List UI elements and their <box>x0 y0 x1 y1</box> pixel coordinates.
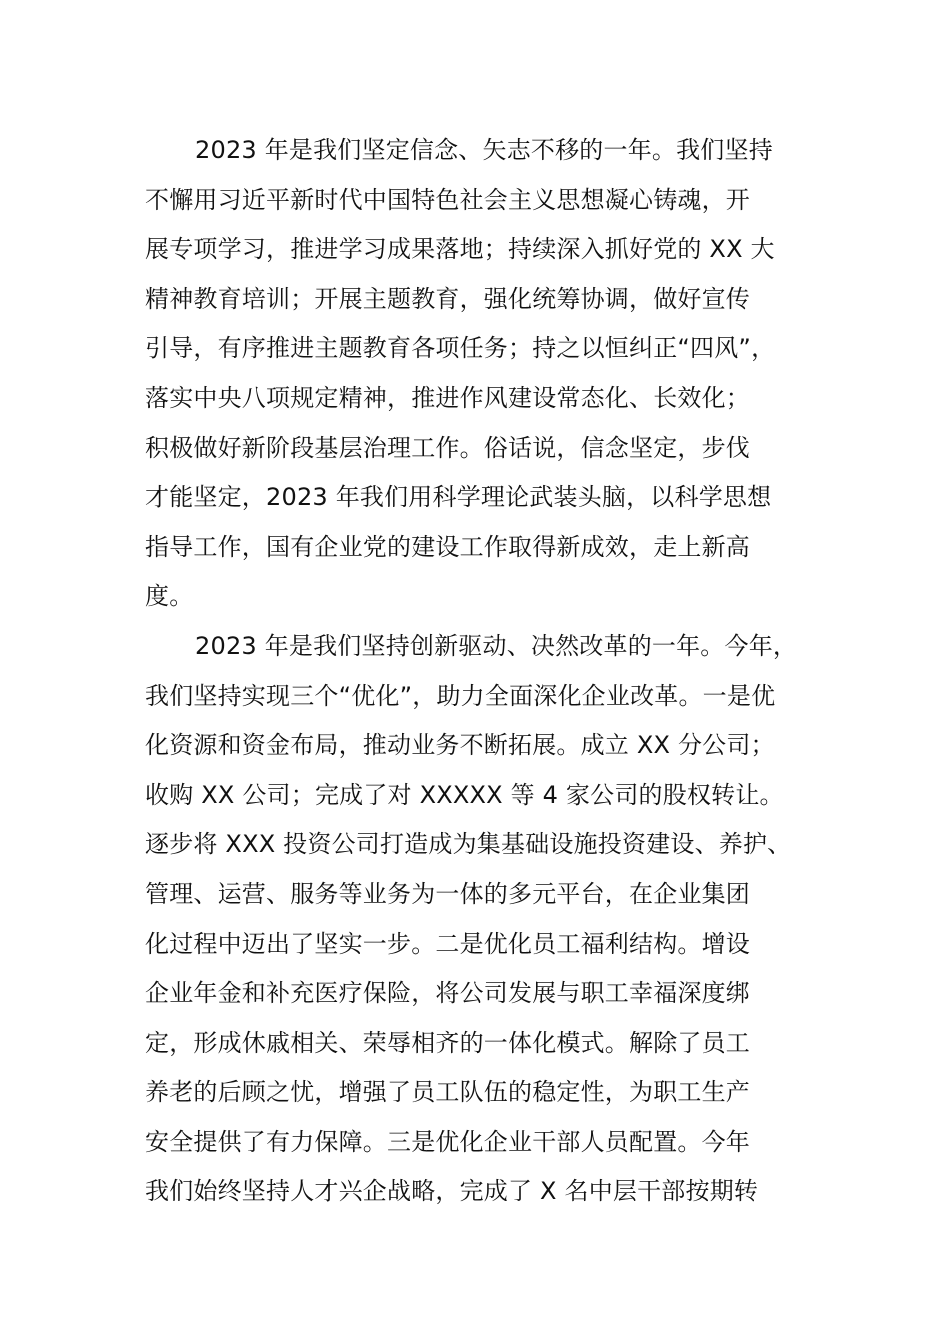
paragraph-line: 化过程中迈出了坚实一步。二是优化员工福利结构。增设 <box>145 929 750 958</box>
paragraph-line: 2023 年是我们坚持创新驱动、决然改革的一年。今年， <box>195 631 798 660</box>
paragraph-1 <box>145 126 810 622</box>
paragraph-line: 养老的后顾之忧，增强了员工队伍的稳定性，为职工生产 <box>145 1078 750 1107</box>
paragraph-line: 收购 XX 公司；完成了对 XXXXX 等 4 家公司的股权转让。 <box>145 780 784 809</box>
paragraph-line: 企业年金和补充医疗保险，将公司发展与职工幸福深度绑 <box>145 979 750 1008</box>
paragraph-line: 度。 <box>145 582 194 611</box>
paragraph-line: 管理、运营、服务等业务为一体的多元平台，在企业集团 <box>145 879 750 908</box>
paragraph-line: 定，形成休戚相关、荣辱相齐的一体化模式。解除了员工 <box>145 1028 750 1057</box>
paragraph-line: 才能坚定，2023 年我们用科学理论武装头脑，以科学思想 <box>145 483 772 512</box>
paragraph-line: 积极做好新阶段基层治理工作。俗话说，信念坚定，步伐 <box>145 433 750 462</box>
paragraph-line: 引导，有序推进主题教育各项任务；持之以恒纠正“四风”， <box>145 334 776 363</box>
paragraph-line: 逐步将 XXX 投资公司打造成为集基础设施投资建设、养护、 <box>145 830 792 859</box>
paragraph-line: 指导工作，国有企业党的建设工作取得新成效，走上新高 <box>145 532 750 561</box>
paragraph-line: 精神教育培训；开展主题教育，强化统筹协调，做好宣传 <box>145 284 750 313</box>
paragraph-line: 安全提供了有力保障。三是优化企业干部人员配置。今年 <box>145 1127 750 1156</box>
paragraph-line: 不懈用习近平新时代中国特色社会主义思想凝心铸魂，开 <box>145 185 750 214</box>
paragraph-line: 我们坚持实现三个“优化”，助力全面深化企业改革。一是优 <box>145 681 776 710</box>
document-body <box>145 126 810 1217</box>
paragraph-line: 展专项学习，推进学习成果落地；持续深入抓好党的 XX 大 <box>145 235 775 264</box>
paragraph-line: 化资源和资金布局，推动业务不断拓展。成立 XX 分公司； <box>145 731 775 760</box>
paragraph-line: 落实中央八项规定精神，推进作风建设常态化、长效化； <box>145 383 750 412</box>
paragraph-2 <box>145 622 810 1217</box>
paragraph-line: 2023 年是我们坚定信念、矢志不移的一年。我们坚持 <box>195 136 773 164</box>
paragraph-line: 我们始终坚持人才兴企战略，完成了 X 名中层干部按期转 <box>145 1177 759 1206</box>
